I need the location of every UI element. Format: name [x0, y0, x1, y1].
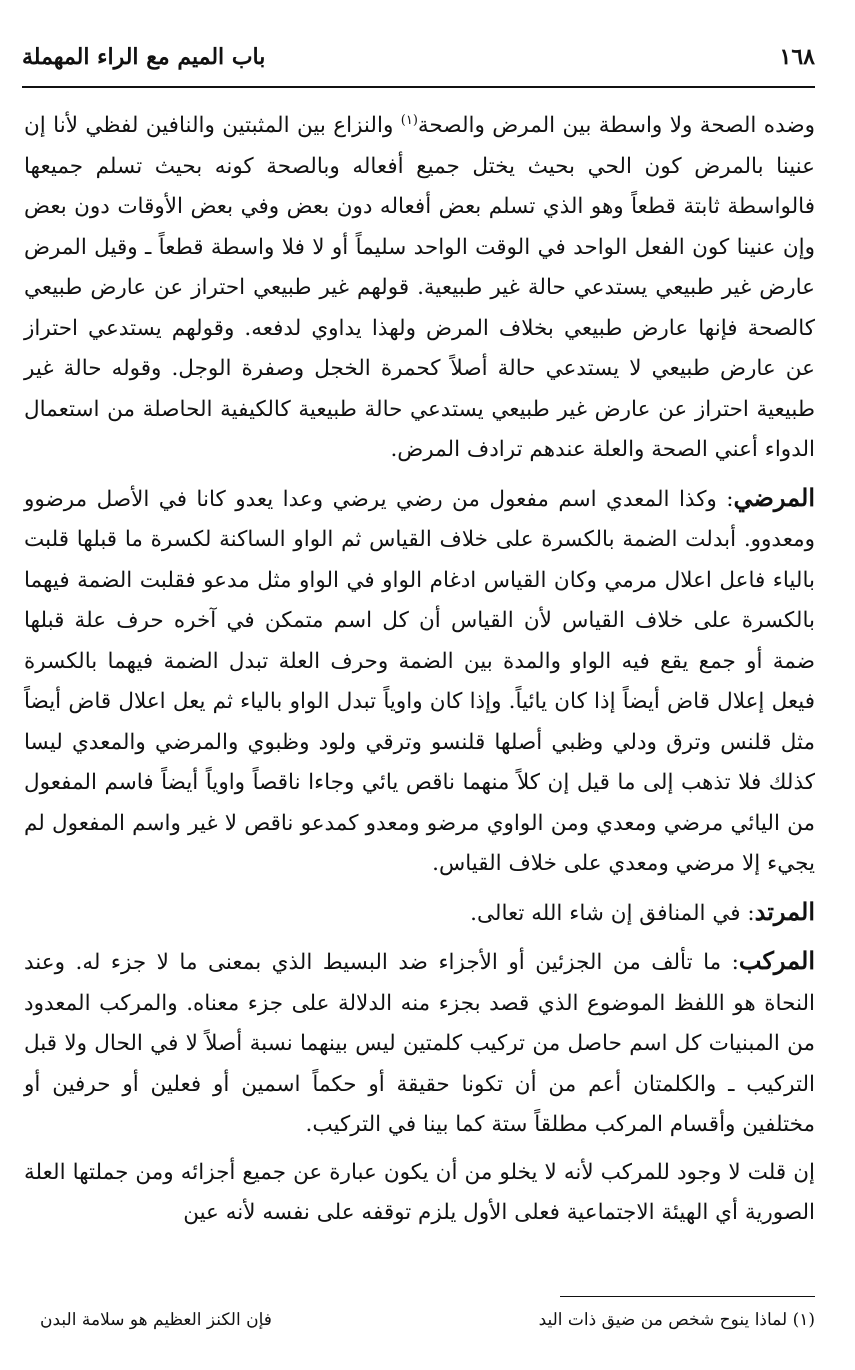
entry-murtad — [24, 892, 815, 935]
page-number: ١٦٨ — [779, 44, 815, 70]
footnote-verse-second: فإن الكنز العظيم هو سلامة البدن — [40, 1310, 272, 1330]
paragraph-marad — [24, 106, 815, 471]
footnote-rule — [560, 1296, 815, 1297]
entry-mardi — [24, 478, 815, 885]
entry-term: المرضي — [733, 482, 815, 512]
paragraph-objection — [24, 1153, 815, 1234]
entry-murakkab — [24, 941, 815, 1146]
footnote-verse-first: (١) لماذا ينوح شخص من ضيق ذات اليد — [538, 1310, 815, 1330]
entry-term: المرتد — [754, 896, 815, 926]
page-header — [22, 38, 815, 76]
header-rule — [22, 86, 815, 88]
entry-text: : وكذا المعدي اسم مفعول من رضي يرضي وعدا يعدو كانا في الأصل مرضوو ومعدوو. أبدلت الضمة بالكسرة على خلاف القياس ثم الواو الساكنة لكسرة ما قبلها قلبت بالياء فاعل اعلال مرمي وكان القياس ادغام الواو في الواو مثل مدعو فقلبت الضمة فيهما بالكسرة على خلاف القياس لأن القياس أن كل اسم متمكن في آخره حرف علة قبلها ضمة أو جمع يقع فيه الواو والمدة بين الضمة وحرف العلة تبدل الضمة فيهما بالكسرة فيعل إعلال قاض أيضاً إذا كان يائياً. وإذا كان واوياً تبدل الواو بالياء ثم يعل اعلال قاض أيضاً مثل قلنس وترق ودلي وظبي أصلها قلنسو وترقي ولود وظبوي والمرضي والمعدي ليسا كذلك فلا تذهب إلى ما قيل إن كلاً منهما ناقص يائي وجاءا ناقصاً واوياً أيضاً فاسم المفعول من اليائي مرضي ومعدي ومن الواوي مرضو ومعدو كمدعو ناقص لا غير واسم المفعول لم يجيء إلا مرضي ومعدي على خلاف القياس. — [24, 486, 816, 876]
footnote — [40, 1306, 815, 1334]
paragraph-text: والنزاع بين المثبتين والنافين لفظي لأنا إن عنينا بالمرض كون الحي بحيث يختل جميع أفعاله وبالصحة كونه بحيث تسلم جميعها فالواسطة ثابتة قطعاً وهو الذي تسلم بعض أفعاله دون بعض وفي بعض الأوقات دون بعض وإن عنينا كون الفعل الواحد في الوقت الواحد سليماً أو لا فلا واسطة قطعاً ـ وقيل المرض عارض غير طبيعي يستدعي حالة غير طبيعية. قولهم غير طبيعي احتراز عن عارض طبيعي كالصحة فإنها عارض طبيعي بخلاف المرض ولهذا يداوي لدفعه. وقولهم يستدعي احتراز عن عارض طبيعي لا يستدعي حالة أصلاً كحمرة الخجل وصفرة الوجل. وقوله حالة غير طبيعية احتراز عن عارض غير طبيعي يستدعي حالة طبيعية كالكيفية الحاصلة من استعمال الدواء أعني الصحة والعلة عندهم ترادف المرض. — [24, 113, 815, 462]
paragraph-text: إن قلت لا وجود للمركب لأنه لا يخلو من أن يكون عبارة عن جميع أجزائه ومن جملتها العلة الصورية أي الهيئة الاجتماعية فعلى الأول يلزم توقفه على نفسه لأنه عين — [24, 1159, 815, 1225]
footnote-ref[interactable]: (١) — [400, 112, 418, 128]
chapter-title: باب الميم مع الراء المهملة — [22, 44, 266, 70]
entry-text: : في المنافق إن شاء الله تعالى. — [470, 900, 755, 926]
entry-term: المركب — [738, 946, 815, 975]
entry-text: : ما تألف من الجزئين أو الأجزاء ضد البسيط الذي بمعنى ما لا جزء له. وعند النحاة هو اللفظ الموضوع الذي قصد بجزء منه الدلالة على جزء معناه. والمركب المعدود من المبنيات كل اسم حاصل من تركيب كلمتين ليس بينهما نسبة أصلاً لا في الحال ولا قبل التركيب ـ والكلمتان أعم من أن تكونا حقيقة أو حكماً اسمين أو فعلين أو حرفين أو مختلفين وأقسام المركب مطلقاً ستة كما بينا في التركيب. — [24, 950, 815, 1137]
paragraph-text: وضده الصحة ولا واسطة بين المرض والصحة — [417, 113, 815, 138]
page-body — [24, 106, 815, 1241]
